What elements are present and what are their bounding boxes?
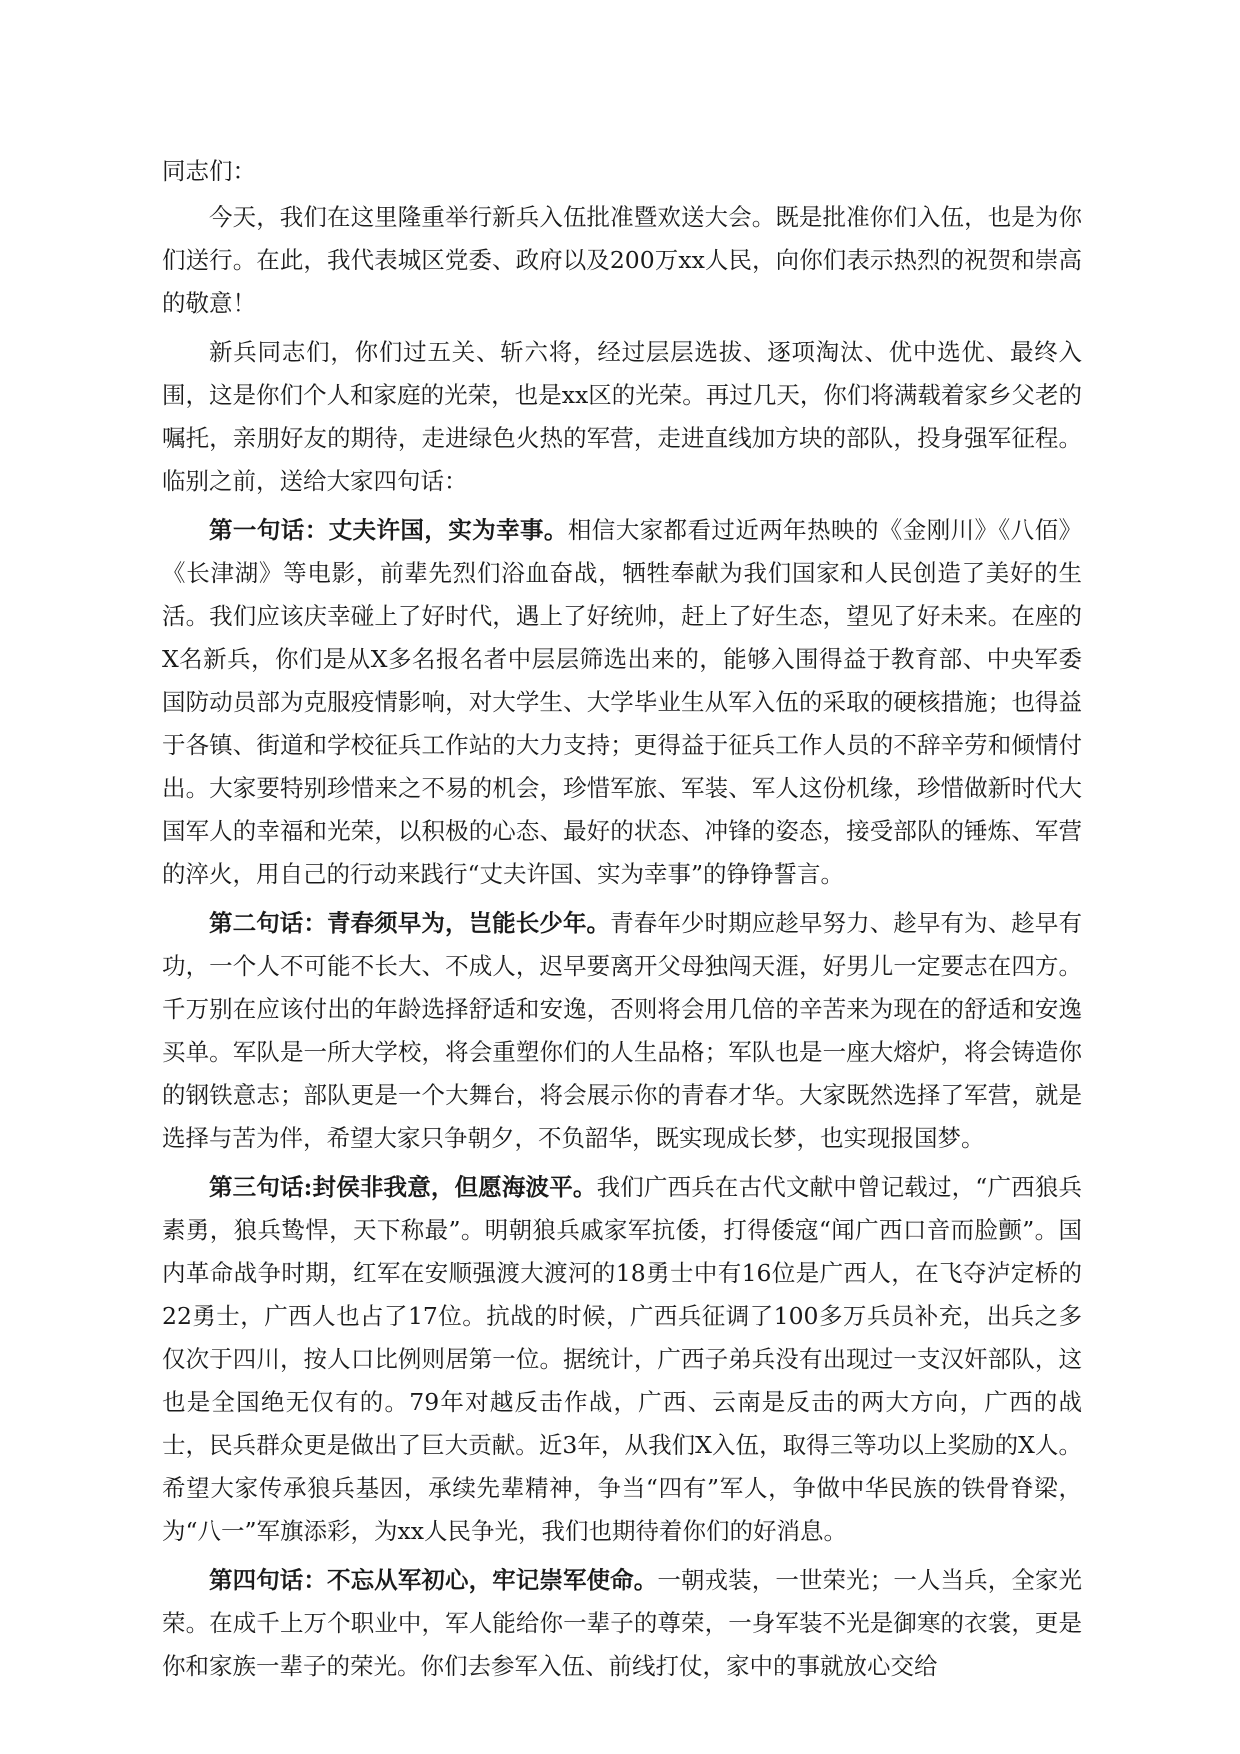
paragraph-point-one — [162, 509, 1082, 896]
point-heading: 第一句话：丈夫许国，实为幸事。 — [209, 516, 568, 544]
point-heading: 第二句话：青春须早为，岂能长少年。 — [209, 909, 611, 937]
paragraph-point-four — [162, 1559, 1082, 1688]
paragraph-body: 新兵同志们，你们过五关、斩六将，经过层层选拔、逐项淘汰、优中选优、最终入围，这是你们个人和家庭的光荣，也是xx区的光荣。再过几天，你们将满载着家乡父老的嘱托，亲朋好友的期待，走进绿色火热的军营，走进直线加方块的部队，投身强军征程。临别之前，送给大家四句话： — [162, 338, 1082, 495]
paragraph-body: 今天，我们在这里隆重举行新兵入伍批准暨欢送大会。既是批准你们入伍，也是为你们送行。在此，我代表城区党委、政府以及200万xx人民，向你们表示热烈的祝贺和崇高的敬意！ — [162, 203, 1082, 317]
paragraph-body: 相信大家都看过近两年热映的《金刚川》《八佰》《长津湖》等电影，前辈先烈们浴血奋战，牺牲奉献为我们国家和人民创造了美好的生活。我们应该庆幸碰上了好时代，遇上了好统帅，赶上了好生态，望见了好未来。在座的X名新兵，你们是从X多名报名者中层层筛选出来的，能够入围得益于教育部、中央军委国防动员部为克服疫情影响，对大学生、大学毕业生从军入伍的采取的硬核措施；也得益于各镇、街道和学校征兵工作站的大力支持；更得益于征兵工作人员的不辞辛劳和倾情付出。大家要特别珍惜来之不易的机会，珍惜军旅、军装、军人这份机缘，珍惜做新时代大国军人的幸福和光荣，以积极的心态、最好的状态、冲锋的姿态，接受部队的锤炼、军营的淬火，用自己的行动来践行“丈夫许国、实为幸事”的铮铮誓言。 — [162, 516, 1083, 888]
paragraph-send-off — [162, 331, 1082, 503]
salutation: 同志们： — [162, 157, 256, 185]
point-heading: 第三句话:封侯非我意，但愿海波平。 — [209, 1173, 597, 1201]
paragraph-body: 一朝戎装，一世荣光；一人当兵，全家光荣。在成千上万个职业中，军人能给你一辈子的尊荣，一身军装不光是御寒的衣裳，更是你和家族一辈子的荣光。你们去参军入伍、前线打仗，家中的事就放心交给 — [162, 1566, 1083, 1680]
paragraph-point-two — [162, 902, 1082, 1160]
paragraph-body: 我们广西兵在古代文献中曾记载过，“广西狼兵素勇，狼兵鸷悍，天下称最”。明朝狼兵戚家军抗倭，打得倭寇“闻广西口音而脸颤”。国内革命战争时期，红军在安顺强渡大渡河的18勇士中有16位是广西人，在飞夺泸定桥的22勇士，广西人也占了17位。抗战的时候，广西兵征调了100多万兵员补充，出兵之多仅次于四川，按人口比例则居第一位。据统计，广西子弟兵没有出现过一支汉奸部队，这也是全国绝无仅有的。79年对越反击作战，广西、云南是反击的两大方向，广西的战士，民兵群众更是做出了巨大贡献。近3年，从我们X入伍，取得三等功以上奖励的X人。希望大家传承狼兵基因，承续先辈精神，争当“四有”军人，争做中华民族的铁骨脊梁，为“八一”军旗添彩，为xx人民争光，我们也期待着你们的好消息。 — [162, 1173, 1082, 1545]
paragraph-point-three — [162, 1166, 1082, 1553]
paragraph-intro — [162, 196, 1082, 325]
speech-document — [162, 150, 1082, 1694]
point-heading: 第四句话：不忘从军初心，牢记崇军使命。 — [209, 1566, 658, 1594]
paragraph-body: 青春年少时期应趁早努力、趁早有为、趁早有功，一个人不可能不长大、不成人，迟早要离开父母独闯天涯，好男儿一定要志在四方。千万别在应该付出的年龄选择舒适和安逸，否则将会用几倍的辛苦来为现在的舒适和安逸买单。军队是一所大学校，将会重塑你们的人生品格；军队也是一座大熔炉，将会铸造你的钢铁意志；部队更是一个大舞台，将会展示你的青春才华。大家既然选择了军营，就是选择与苦为伴，希望大家只争朝夕，不负韶华，既实现成长梦，也实现报国梦。 — [162, 909, 1083, 1152]
